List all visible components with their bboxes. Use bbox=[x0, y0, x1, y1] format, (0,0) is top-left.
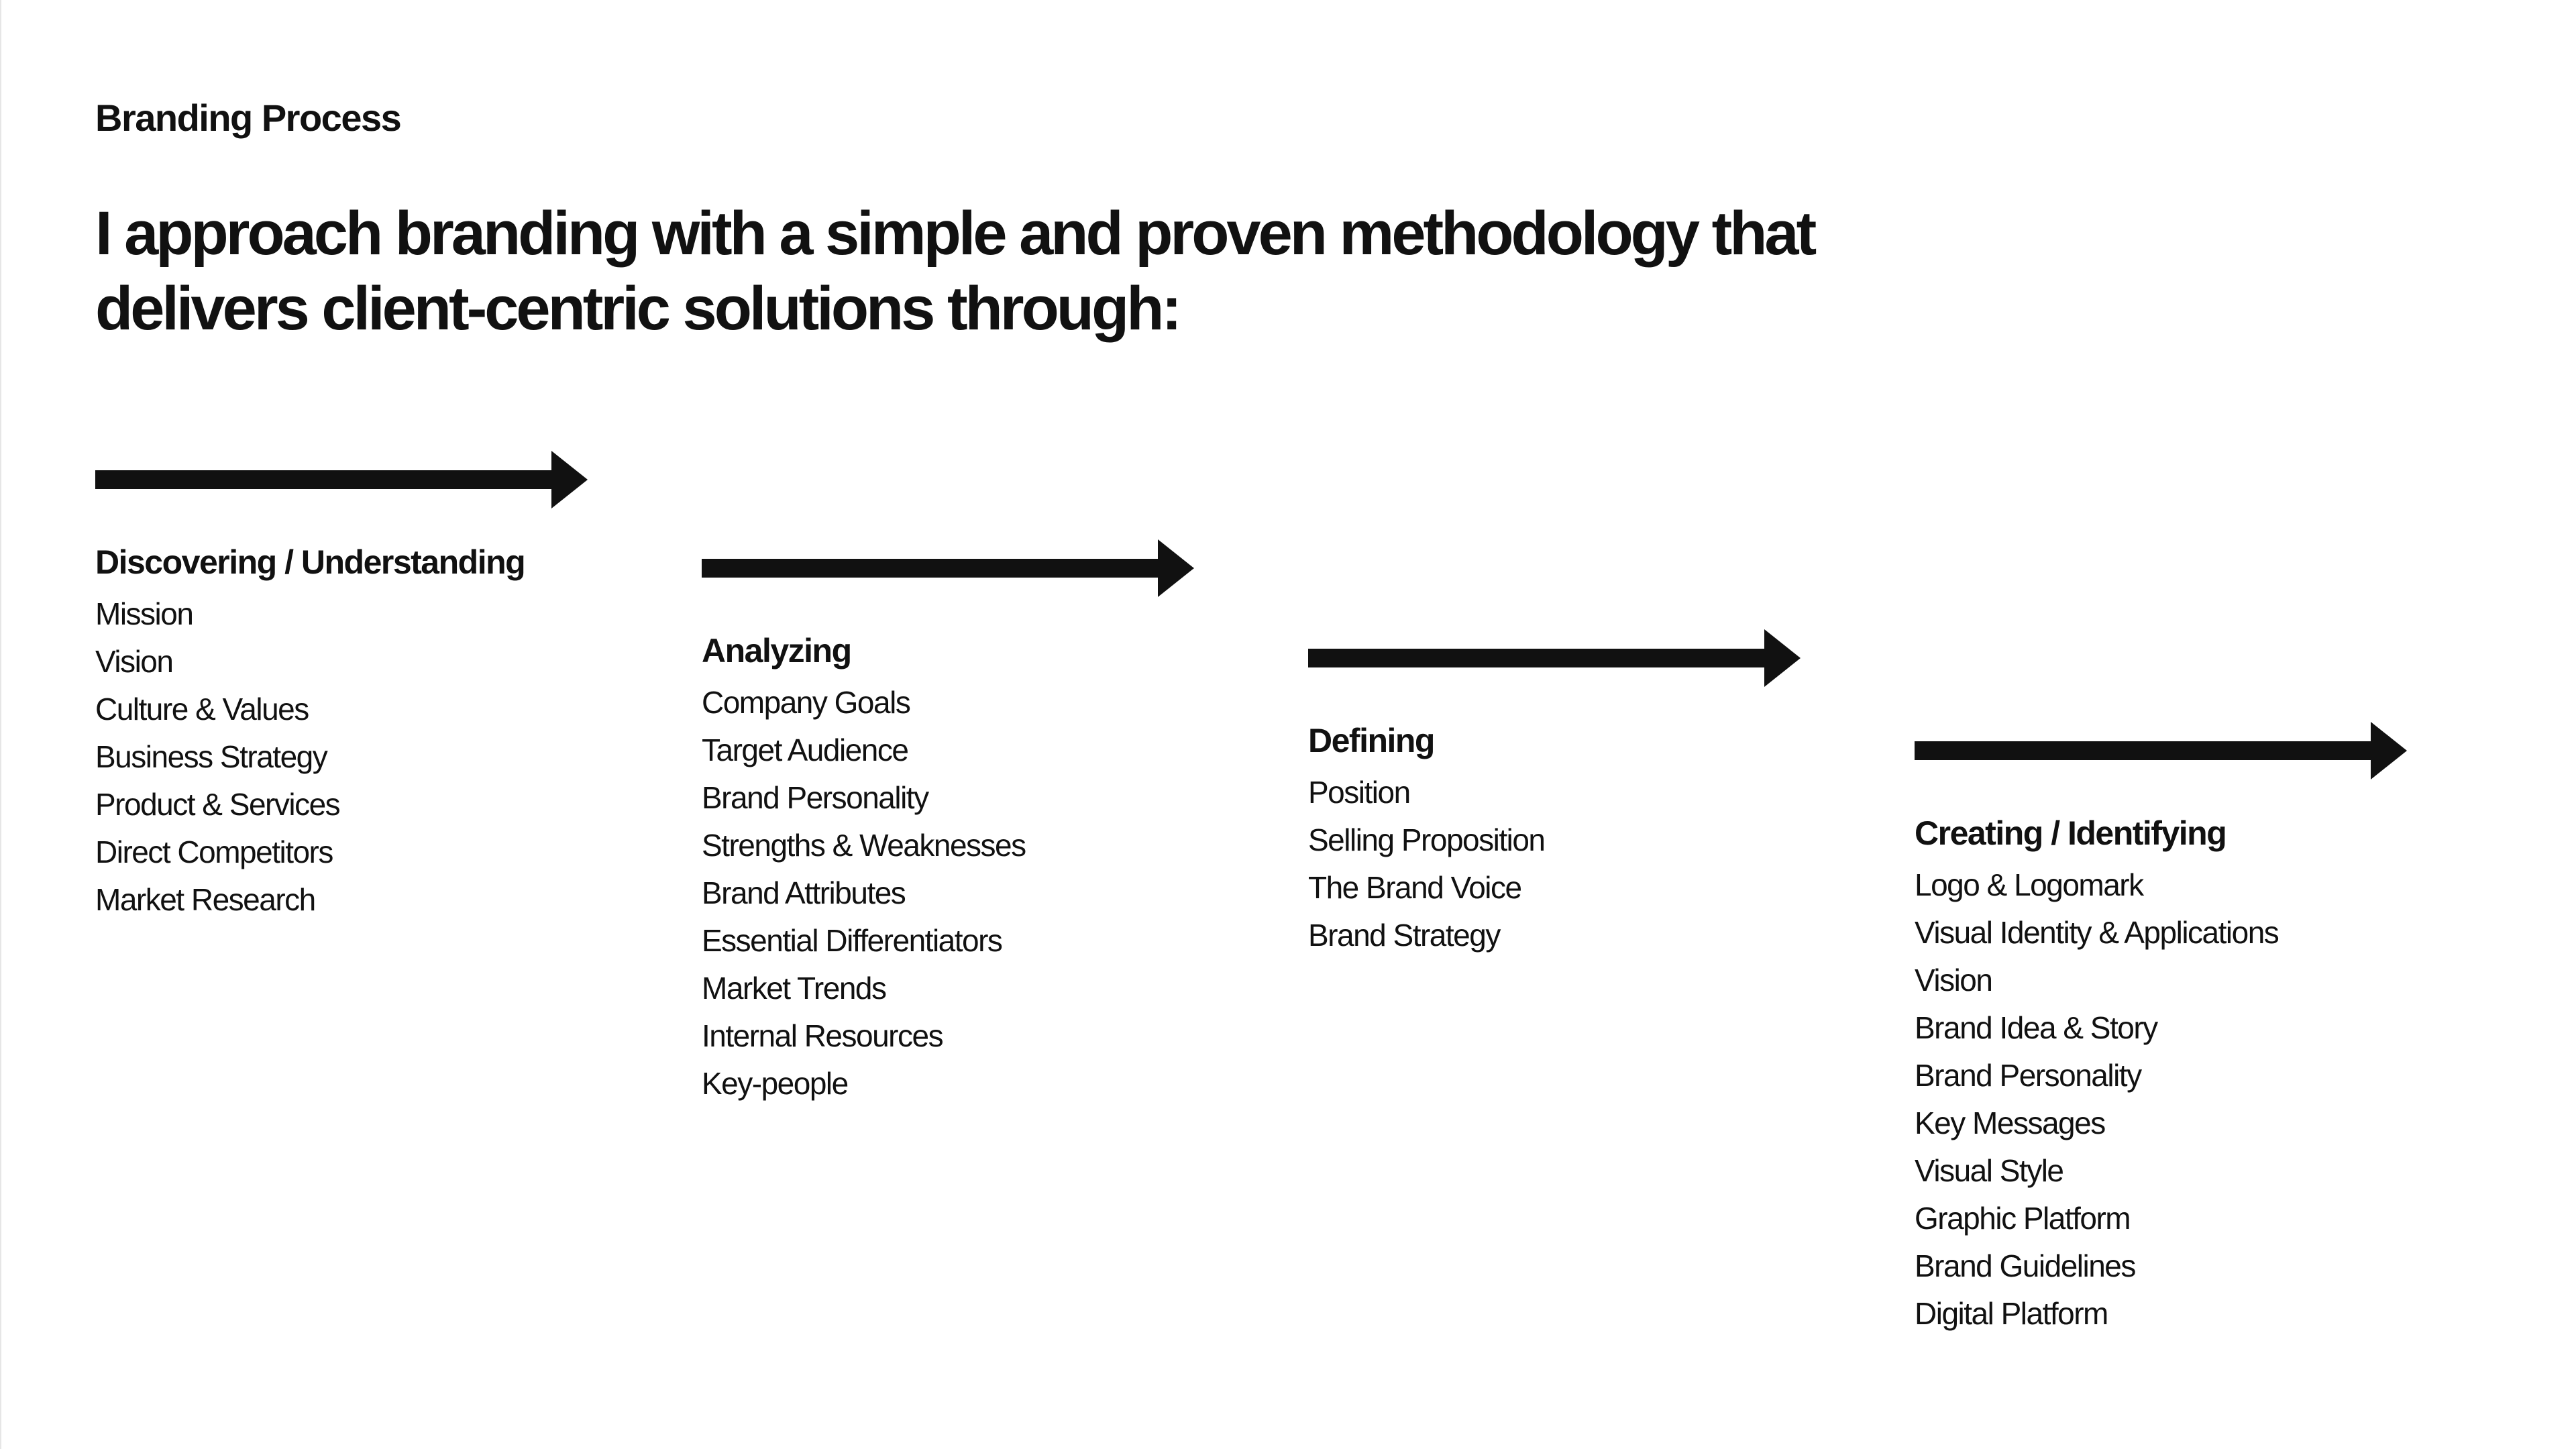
process-step-discovering bbox=[95, 451, 645, 924]
step-title: Creating / Identifying bbox=[1915, 814, 2226, 852]
step-title: Discovering / Understanding bbox=[95, 543, 525, 581]
step-item-list bbox=[1915, 861, 2465, 1338]
list-item: Visual Identity & Applications bbox=[1915, 915, 2279, 950]
headline-line-1: I approach branding with a simple and proven methodology that bbox=[95, 199, 1815, 268]
section-label: Branding Process bbox=[95, 97, 401, 139]
process-step-analyzing bbox=[702, 539, 1252, 1108]
list-item: Selling Proposition bbox=[1308, 822, 1545, 857]
list-item: Vision bbox=[1915, 963, 1992, 998]
list-item: Market Research bbox=[95, 882, 315, 917]
page-headline bbox=[95, 196, 1974, 346]
right-arrow-icon bbox=[702, 539, 1194, 597]
step-item-list bbox=[95, 590, 645, 924]
list-item: Brand Personality bbox=[1915, 1058, 2141, 1093]
list-item: Target Audience bbox=[702, 733, 908, 767]
right-arrow-icon bbox=[1308, 629, 1801, 687]
page-edge-divider bbox=[0, 0, 1, 1449]
list-item: The Brand Voice bbox=[1308, 870, 1521, 905]
list-item: Company Goals bbox=[702, 685, 910, 720]
process-step-creating bbox=[1915, 722, 2465, 1338]
right-arrow-icon bbox=[1915, 722, 2407, 780]
step-title: Defining bbox=[1308, 722, 1434, 759]
list-item: Visual Style bbox=[1915, 1153, 2063, 1188]
list-item: Market Trends bbox=[702, 971, 886, 1006]
list-item: Strengths & Weaknesses bbox=[702, 828, 1026, 863]
list-item: Logo & Logomark bbox=[1915, 867, 2143, 902]
list-item: Mission bbox=[95, 596, 193, 631]
list-item: Brand Strategy bbox=[1308, 918, 1500, 953]
list-item: Business Strategy bbox=[95, 739, 327, 774]
right-arrow-icon bbox=[95, 451, 588, 508]
list-item: Internal Resources bbox=[702, 1018, 943, 1053]
list-item: Brand Personality bbox=[702, 780, 928, 815]
list-item: Digital Platform bbox=[1915, 1296, 2108, 1331]
list-item: Graphic Platform bbox=[1915, 1201, 2131, 1236]
process-step-defining bbox=[1308, 629, 1858, 959]
list-item: Brand Idea & Story bbox=[1915, 1010, 2157, 1045]
list-item: Brand Attributes bbox=[702, 875, 906, 910]
list-item: Brand Guidelines bbox=[1915, 1248, 2135, 1283]
list-item: Direct Competitors bbox=[95, 835, 333, 869]
list-item: Key Messages bbox=[1915, 1106, 2105, 1140]
list-item: Product & Services bbox=[95, 787, 340, 822]
step-item-list bbox=[1308, 769, 1858, 959]
step-item-list bbox=[702, 679, 1252, 1108]
list-item: Culture & Values bbox=[95, 692, 309, 727]
headline-line-2: delivers client-centric solutions through: bbox=[95, 274, 1180, 343]
list-item: Position bbox=[1308, 775, 1410, 810]
step-title: Analyzing bbox=[702, 632, 851, 669]
list-item: Vision bbox=[95, 644, 173, 679]
list-item: Key-people bbox=[702, 1066, 848, 1101]
list-item: Essential Differentiators bbox=[702, 923, 1002, 958]
